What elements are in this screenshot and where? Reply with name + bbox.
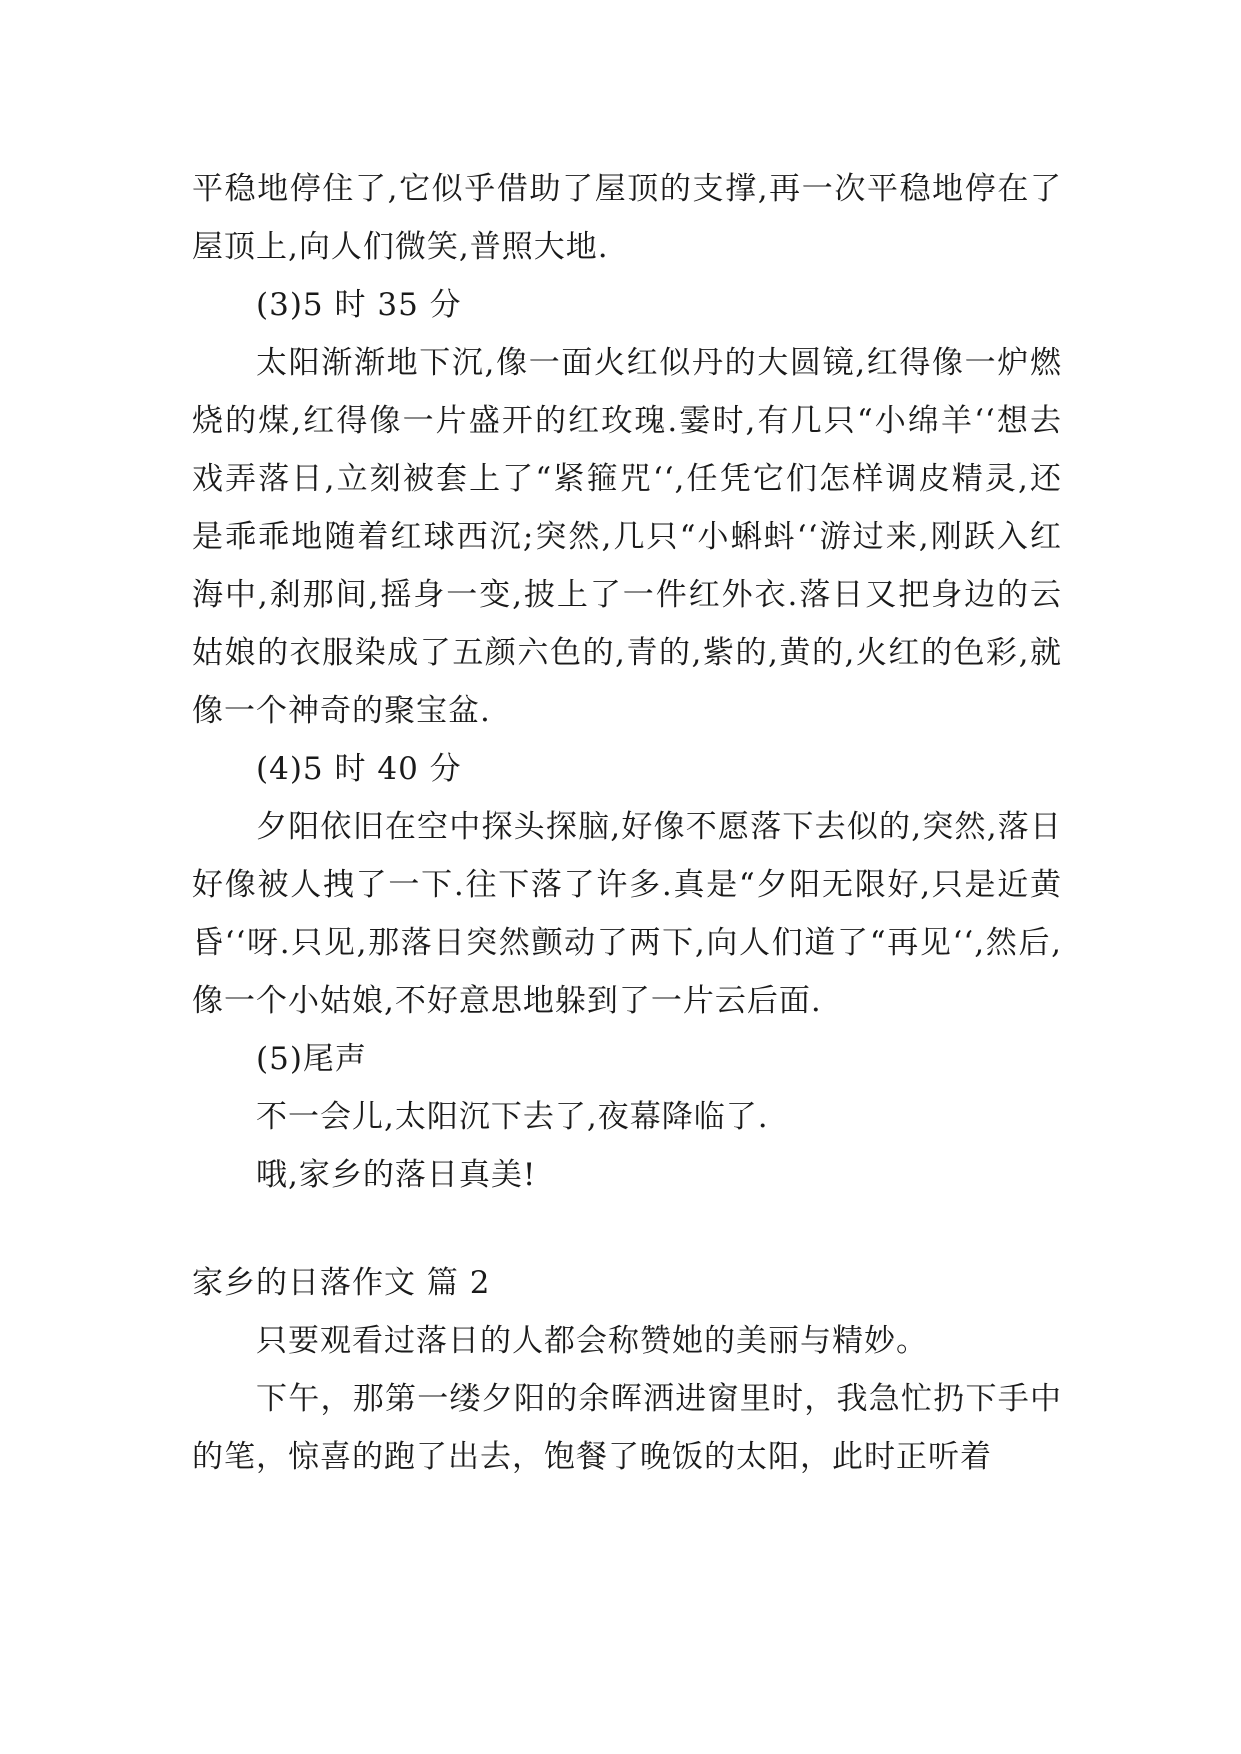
paragraph-4: 不一会儿,太阳沉下去了,夜幕降临了. <box>256 1099 769 1135</box>
document-body <box>192 160 1062 1486</box>
paragraph-3: 夕阳依旧在空中探头探脑,好像不愿落下去似的,突然,落日好像被人拽了一下.往下落了许多.真是“夕阳无限好,只是近黄昏‘‘呀.只见,那落日突然颤动了两下,向人们道了“再见‘‘,然后,像一个小姑娘,不好意思地躲到了一片云后面. <box>192 809 1062 1019</box>
section-gap <box>192 1204 1062 1254</box>
subheading-5-35: (3)5 时 35 分 <box>256 287 462 323</box>
section-title: 家乡的日落作文 篇 2 <box>192 1265 491 1301</box>
paragraph-5: 哦,家乡的落日真美! <box>256 1157 537 1193</box>
paragraph-6: 只要观看过落日的人都会称赞她的美丽与精妙。 <box>256 1323 928 1359</box>
paragraph-2: 太阳渐渐地下沉,像一面火红似丹的大圆镜,红得像一炉燃烧的煤,红得像一片盛开的红玫瑰.霎时,有几只“小绵羊‘‘想去戏弄落日,立刻被套上了“紧箍咒‘‘,任凭它们怎样调皮精灵,还是乖乖地随着红球西沉;突然,几只“小蝌蚪‘‘游过来,刚跃入红海中,刹那间,摇身一变,披上了一件红外衣.落日又把身边的云姑娘的衣服染成了五颜六色的,青的,紫的,黄的,火红的色彩,就像一个神奇的聚宝盆. <box>192 345 1062 729</box>
subheading-epilogue: (5)尾声 <box>256 1041 367 1077</box>
paragraph-1: 平稳地停住了,它似乎借助了屋顶的支撑,再一次平稳地停在了屋顶上,向人们微笑,普照大地. <box>192 171 1062 265</box>
paragraph-7: 下午，那第一缕夕阳的余晖洒进窗里时，我急忙扔下手中的笔，惊喜的跑了出去，饱餐了晚饭的太阳，此时正听着 <box>192 1381 1062 1475</box>
subheading-5-40: (4)5 时 40 分 <box>256 751 462 787</box>
